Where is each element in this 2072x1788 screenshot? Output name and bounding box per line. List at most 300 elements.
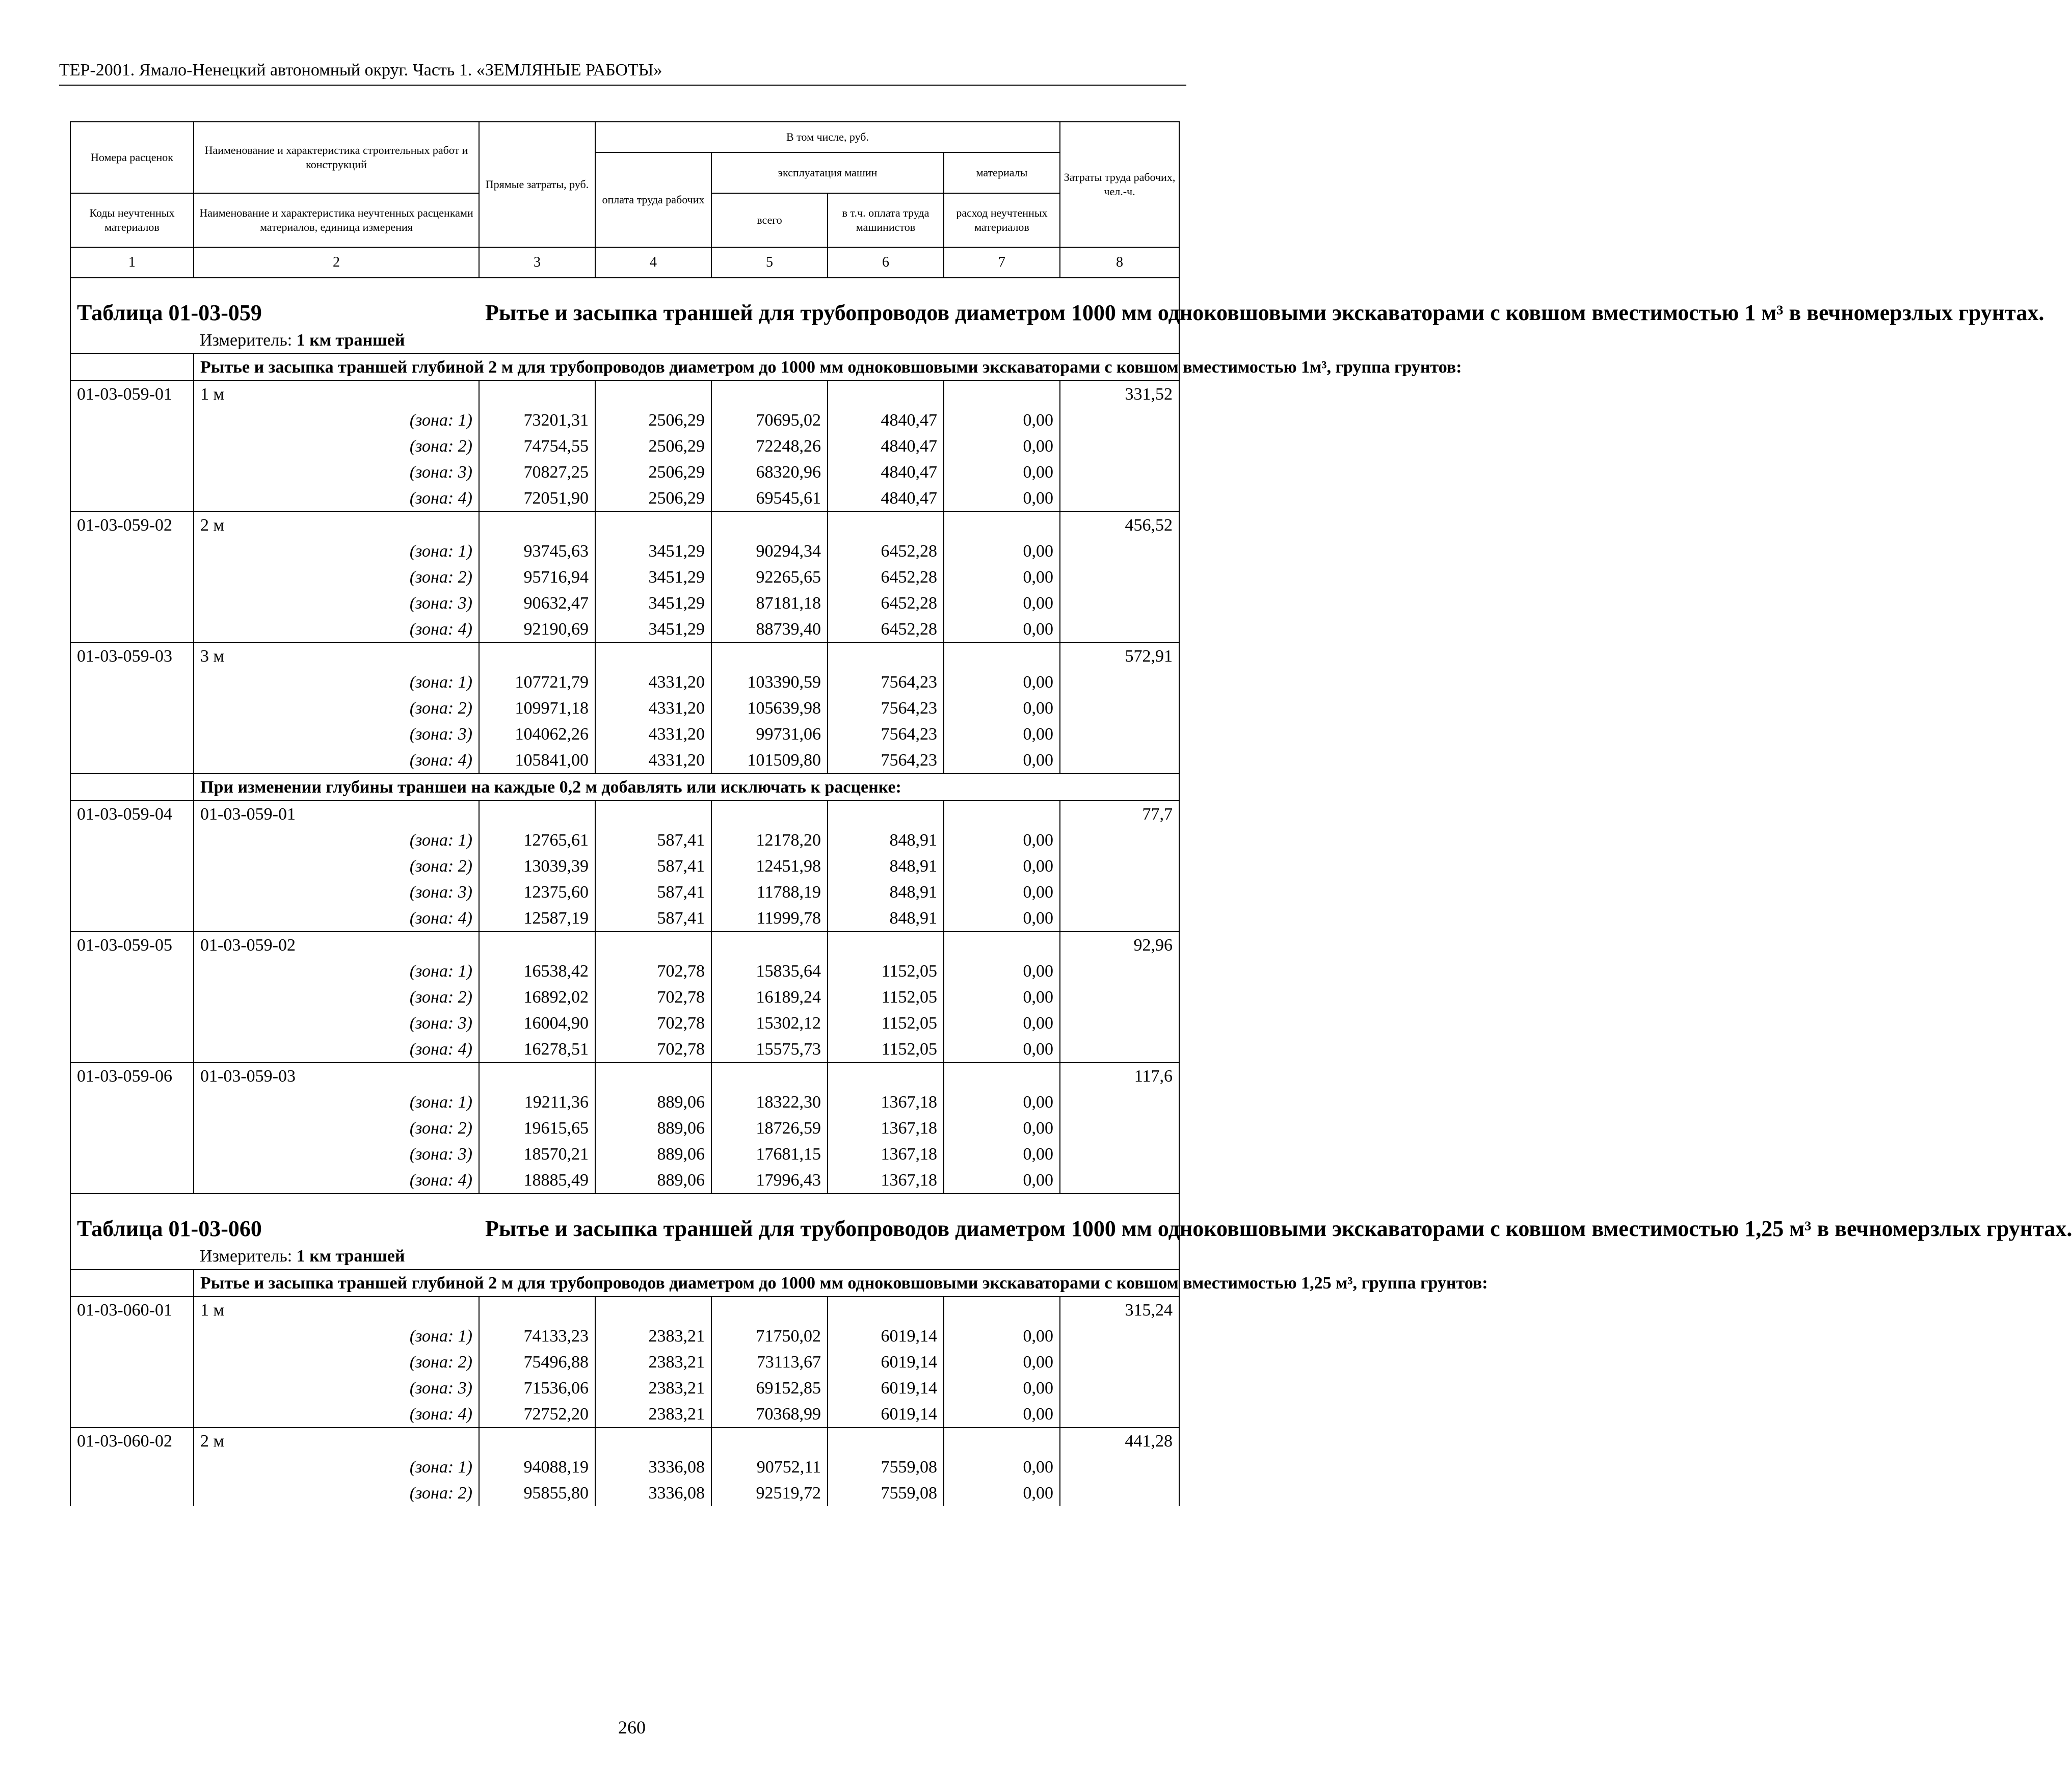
- empty-cell: [711, 512, 828, 538]
- materials-value: 0,00: [944, 590, 1060, 616]
- machine-operation: 12451,98: [711, 853, 828, 879]
- empty-cell: [70, 459, 194, 485]
- worker-pay: 2383,21: [595, 1375, 711, 1401]
- direct-costs: 13039,39: [479, 853, 595, 879]
- direct-costs: 95716,94: [479, 564, 595, 590]
- materials-value: 0,00: [944, 433, 1060, 459]
- empty-cell: [944, 1063, 1060, 1089]
- worker-pay: 3451,29: [595, 590, 711, 616]
- empty-cell: [1060, 695, 1179, 721]
- materials-value: 0,00: [944, 1401, 1060, 1428]
- section-spacer: [70, 354, 194, 381]
- meter-row: [70, 1243, 1179, 1270]
- section-heading: При изменении глубины траншеи на каждые 0,2 м добавлять или исключать к расценке:: [194, 774, 1179, 801]
- empty-cell: [595, 1063, 711, 1089]
- rate-name: 01-03-059-02: [194, 932, 479, 958]
- zone-row: [70, 958, 1179, 984]
- rate-name: 1 м: [194, 381, 479, 407]
- header-rate-number: Номера расценок: [70, 122, 194, 193]
- empty-cell: [70, 1401, 194, 1428]
- empty-cell: [479, 932, 595, 958]
- empty-cell: [70, 590, 194, 616]
- materials-value: 0,00: [944, 958, 1060, 984]
- empty-cell: [479, 1297, 595, 1323]
- section-heading-row: [70, 354, 1179, 381]
- table-body: [70, 278, 2072, 1506]
- meter-label: Измеритель:: [200, 331, 297, 350]
- column-number: 1: [70, 247, 194, 278]
- machine-operation: 92519,72: [711, 1480, 828, 1506]
- machine-operation: 90294,34: [711, 538, 828, 564]
- zone-label: (зона: 1): [194, 1454, 479, 1480]
- meter-value: 1 км траншей: [296, 1247, 405, 1266]
- direct-costs: 90632,47: [479, 590, 595, 616]
- table-title-cell: [479, 278, 2044, 327]
- empty-cell: [595, 1428, 711, 1454]
- empty-cell: [70, 1010, 194, 1036]
- empty-cell: [70, 616, 194, 643]
- worker-pay: 2383,21: [595, 1349, 711, 1375]
- empty-cell: [828, 512, 944, 538]
- machine-operation: 11999,78: [711, 905, 828, 932]
- column-number: 3: [479, 247, 595, 278]
- machinist-pay: 6452,28: [828, 616, 944, 643]
- zone-row: [70, 459, 1179, 485]
- zone-label: (зона: 2): [194, 1480, 479, 1506]
- machine-operation: 15835,64: [711, 958, 828, 984]
- column-number: 5: [711, 247, 828, 278]
- zone-label: (зона: 4): [194, 905, 479, 932]
- zone-row: [70, 1401, 1179, 1428]
- zone-label: (зона: 1): [194, 1323, 479, 1349]
- empty-cell: [1060, 590, 1179, 616]
- empty-cell: [70, 538, 194, 564]
- zone-row: [70, 1089, 1179, 1115]
- section-heading-row: [70, 1270, 1179, 1297]
- materials-value: 0,00: [944, 407, 1060, 433]
- worker-pay: 889,06: [595, 1089, 711, 1115]
- materials-value: 0,00: [944, 485, 1060, 512]
- empty-cell: [1060, 905, 1179, 932]
- labor-costs: 456,52: [1060, 512, 1179, 538]
- zone-row: [70, 616, 1179, 643]
- machinist-pay: 1367,18: [828, 1141, 944, 1167]
- materials-value: 0,00: [944, 616, 1060, 643]
- header-machinist-pay: в т.ч. оплата труда машинистов: [828, 193, 944, 247]
- header-total: всего: [711, 193, 828, 247]
- materials-value: 0,00: [944, 695, 1060, 721]
- direct-costs: 19211,36: [479, 1089, 595, 1115]
- machine-operation: 15302,12: [711, 1010, 828, 1036]
- machinist-pay: 6452,28: [828, 564, 944, 590]
- empty-cell: [70, 1375, 194, 1401]
- empty-cell: [1060, 1010, 1179, 1036]
- labor-costs: 441,28: [1060, 1428, 1179, 1454]
- machinist-pay: 1152,05: [828, 958, 944, 984]
- materials-value: 0,00: [944, 538, 1060, 564]
- zone-label: (зона: 1): [194, 669, 479, 695]
- empty-cell: [1060, 1115, 1179, 1141]
- direct-costs: 71536,06: [479, 1375, 595, 1401]
- header-unaccounted-materials: расход неучтенных материалов: [944, 193, 1060, 247]
- empty-cell: [1060, 564, 1179, 590]
- rate-code: 01-03-060-01: [70, 1297, 194, 1323]
- empty-cell: [70, 879, 194, 905]
- zone-row: [70, 695, 1179, 721]
- empty-cell: [944, 1428, 1060, 1454]
- column-number: 7: [944, 247, 1060, 278]
- empty-cell: [70, 1036, 194, 1063]
- machine-operation: 72248,26: [711, 433, 828, 459]
- direct-costs: 72051,90: [479, 485, 595, 512]
- empty-cell: [711, 801, 828, 827]
- direct-costs: 75496,88: [479, 1349, 595, 1375]
- machine-operation: 12178,20: [711, 827, 828, 853]
- direct-costs: 92190,69: [479, 616, 595, 643]
- worker-pay: 2383,21: [595, 1323, 711, 1349]
- section-spacer: [70, 774, 194, 801]
- zone-label: (зона: 3): [194, 1010, 479, 1036]
- materials-value: 0,00: [944, 1036, 1060, 1063]
- page-header: ТЕР-2001. Ямало-Ненецкий автономный округ. Часть 1. «ЗЕМЛЯНЫЕ РАБОТЫ»: [59, 58, 1186, 86]
- zone-row: [70, 827, 1179, 853]
- worker-pay: 3451,29: [595, 616, 711, 643]
- direct-costs: 73201,31: [479, 407, 595, 433]
- empty-cell: [1060, 433, 1179, 459]
- table-title-cell: [479, 1194, 2072, 1243]
- machinist-pay: 6019,14: [828, 1323, 944, 1349]
- zone-label: (зона: 3): [194, 590, 479, 616]
- empty-cell: [1060, 853, 1179, 879]
- empty-cell: [1060, 1454, 1179, 1480]
- worker-pay: 889,06: [595, 1167, 711, 1194]
- direct-costs: 74754,55: [479, 433, 595, 459]
- rate-code: 01-03-060-02: [70, 1428, 194, 1454]
- empty-cell: [70, 564, 194, 590]
- rate-code: 01-03-059-06: [70, 1063, 194, 1089]
- empty-cell: [1060, 1089, 1179, 1115]
- empty-cell: [595, 643, 711, 669]
- empty-cell: [479, 1428, 595, 1454]
- materials-value: 0,00: [944, 669, 1060, 695]
- machinist-pay: 6019,14: [828, 1401, 944, 1428]
- machinist-pay: 1367,18: [828, 1115, 944, 1141]
- empty-cell: [1060, 879, 1179, 905]
- labor-costs: 331,52: [1060, 381, 1179, 407]
- labor-costs: 315,24: [1060, 1297, 1179, 1323]
- empty-cell: [70, 1480, 194, 1506]
- machine-operation: 69545,61: [711, 485, 828, 512]
- zone-label: (зона: 2): [194, 564, 479, 590]
- empty-cell: [70, 485, 194, 512]
- zone-row: [70, 721, 1179, 747]
- zone-label: (зона: 2): [194, 853, 479, 879]
- machine-operation: 70368,99: [711, 1401, 828, 1428]
- direct-costs: 12587,19: [479, 905, 595, 932]
- worker-pay: 4331,20: [595, 695, 711, 721]
- rate-name: 01-03-059-03: [194, 1063, 479, 1089]
- empty-cell: [944, 1297, 1060, 1323]
- empty-cell: [711, 1063, 828, 1089]
- zone-label: (зона: 1): [194, 538, 479, 564]
- rate-row: [70, 801, 1179, 827]
- zone-row: [70, 590, 1179, 616]
- column-number: 2: [194, 247, 479, 278]
- empty-cell: [828, 1297, 944, 1323]
- zone-row: [70, 879, 1179, 905]
- header-direct-costs: Прямые затраты, руб.: [479, 122, 595, 247]
- machinist-pay: 7564,23: [828, 721, 944, 747]
- empty-cell: [944, 801, 1060, 827]
- zone-row: [70, 1167, 1179, 1194]
- zone-label: (зона: 2): [194, 695, 479, 721]
- worker-pay: 702,78: [595, 1010, 711, 1036]
- worker-pay: 587,41: [595, 905, 711, 932]
- rate-code: 01-03-059-05: [70, 932, 194, 958]
- rate-code: 01-03-059-01: [70, 381, 194, 407]
- worker-pay: 3336,08: [595, 1480, 711, 1506]
- page-number: 260: [618, 1717, 646, 1738]
- empty-cell: [1060, 1401, 1179, 1428]
- empty-cell: [1060, 485, 1179, 512]
- empty-cell: [70, 1349, 194, 1375]
- machinist-pay: 4840,47: [828, 459, 944, 485]
- empty-cell: [70, 695, 194, 721]
- zone-row: [70, 1010, 1179, 1036]
- zone-row: [70, 905, 1179, 932]
- zone-label: (зона: 4): [194, 1401, 479, 1428]
- machine-operation: 71750,02: [711, 1323, 828, 1349]
- empty-cell: [711, 932, 828, 958]
- direct-costs: 16892,02: [479, 984, 595, 1010]
- labor-costs: 77,7: [1060, 801, 1179, 827]
- rate-code: 01-03-059-03: [70, 643, 194, 669]
- empty-cell: [70, 958, 194, 984]
- direct-costs: 12375,60: [479, 879, 595, 905]
- machinist-pay: 1367,18: [828, 1089, 944, 1115]
- worker-pay: 889,06: [595, 1115, 711, 1141]
- table-number-cell: [70, 1194, 479, 1243]
- direct-costs: 72752,20: [479, 1401, 595, 1428]
- meter-spacer: [70, 1243, 194, 1270]
- machine-operation: 101509,80: [711, 747, 828, 774]
- rates-table: [70, 121, 2072, 1506]
- empty-cell: [944, 381, 1060, 407]
- machinist-pay: 1152,05: [828, 984, 944, 1010]
- zone-label: (зона: 2): [194, 1115, 479, 1141]
- worker-pay: 4331,20: [595, 669, 711, 695]
- empty-cell: [479, 381, 595, 407]
- machine-operation: 87181,18: [711, 590, 828, 616]
- rate-name: 01-03-059-01: [194, 801, 479, 827]
- rate-row: [70, 1428, 1179, 1454]
- empty-cell: [70, 1323, 194, 1349]
- machine-operation: 18322,30: [711, 1089, 828, 1115]
- table-number: Таблица 01-03-059: [77, 300, 262, 325]
- empty-cell: [70, 407, 194, 433]
- table-number-cell: [70, 278, 479, 327]
- machine-operation: 92265,65: [711, 564, 828, 590]
- empty-cell: [70, 1115, 194, 1141]
- empty-cell: [1060, 984, 1179, 1010]
- machine-operation: 17681,15: [711, 1141, 828, 1167]
- column-number: 8: [1060, 247, 1179, 278]
- machinist-pay: 7564,23: [828, 695, 944, 721]
- empty-cell: [595, 801, 711, 827]
- zone-row: [70, 1141, 1179, 1167]
- empty-cell: [828, 801, 944, 827]
- zone-row: [70, 1323, 1179, 1349]
- materials-value: 0,00: [944, 1089, 1060, 1115]
- worker-pay: 702,78: [595, 984, 711, 1010]
- direct-costs: 107721,79: [479, 669, 595, 695]
- zone-label: (зона: 4): [194, 616, 479, 643]
- empty-cell: [1060, 1323, 1179, 1349]
- direct-costs: 16278,51: [479, 1036, 595, 1063]
- direct-costs: 18885,49: [479, 1167, 595, 1194]
- materials-value: 0,00: [944, 1480, 1060, 1506]
- machine-operation: 68320,96: [711, 459, 828, 485]
- worker-pay: 3451,29: [595, 538, 711, 564]
- empty-cell: [1060, 1349, 1179, 1375]
- machine-operation: 17996,43: [711, 1167, 828, 1194]
- materials-value: 0,00: [944, 1349, 1060, 1375]
- machine-operation: 15575,73: [711, 1036, 828, 1063]
- meter-cell: [194, 327, 1179, 354]
- empty-cell: [70, 747, 194, 774]
- zone-label: (зона: 1): [194, 407, 479, 433]
- direct-costs: 104062,26: [479, 721, 595, 747]
- materials-value: 0,00: [944, 1141, 1060, 1167]
- worker-pay: 702,78: [595, 958, 711, 984]
- zone-row: [70, 669, 1179, 695]
- meter-label: Измеритель:: [200, 1247, 297, 1266]
- table-title: Рытье и засыпка траншей для трубопроводов диаметром 1000 мм одноковшовыми экскаваторами с ковшом вместимостью 1 м³ в вечномерзлых грунтах.: [485, 300, 2044, 325]
- worker-pay: 889,06: [595, 1141, 711, 1167]
- empty-cell: [1060, 669, 1179, 695]
- machinist-pay: 1367,18: [828, 1167, 944, 1194]
- empty-cell: [828, 1428, 944, 1454]
- table-title-row: [70, 1194, 1179, 1243]
- header-labor-costs: Затраты труда рабочих, чел.-ч.: [1060, 122, 1179, 247]
- rate-row: [70, 1297, 1179, 1323]
- materials-value: 0,00: [944, 1115, 1060, 1141]
- worker-pay: 2506,29: [595, 407, 711, 433]
- empty-cell: [479, 1063, 595, 1089]
- materials-value: 0,00: [944, 1375, 1060, 1401]
- empty-cell: [479, 643, 595, 669]
- empty-cell: [828, 932, 944, 958]
- machine-operation: 70695,02: [711, 407, 828, 433]
- empty-cell: [479, 512, 595, 538]
- labor-costs: 117,6: [1060, 1063, 1179, 1089]
- machine-operation: 99731,06: [711, 721, 828, 747]
- materials-value: 0,00: [944, 853, 1060, 879]
- worker-pay: 2506,29: [595, 485, 711, 512]
- materials-value: 0,00: [944, 905, 1060, 932]
- machinist-pay: 7564,23: [828, 669, 944, 695]
- direct-costs: 105841,00: [479, 747, 595, 774]
- machinist-pay: 848,91: [828, 879, 944, 905]
- machine-operation: 73113,67: [711, 1349, 828, 1375]
- empty-cell: [70, 1454, 194, 1480]
- rate-code: 01-03-059-04: [70, 801, 194, 827]
- section-heading: Рытье и засыпка траншей глубиной 2 м для трубопроводов диаметром до 1000 мм одноковшовыми экскаваторами с ковшом вместимостью 1м³, группа грунтов:: [194, 354, 1179, 381]
- worker-pay: 3336,08: [595, 1454, 711, 1480]
- materials-value: 0,00: [944, 721, 1060, 747]
- machinist-pay: 7559,08: [828, 1480, 944, 1506]
- empty-cell: [828, 381, 944, 407]
- zone-label: (зона: 2): [194, 984, 479, 1010]
- zone-row: [70, 1454, 1179, 1480]
- zone-label: (зона: 1): [194, 827, 479, 853]
- empty-cell: [595, 1297, 711, 1323]
- empty-cell: [711, 1297, 828, 1323]
- header-machine-operation: эксплуатация машин: [711, 152, 944, 193]
- empty-cell: [70, 1167, 194, 1194]
- zone-row: [70, 407, 1179, 433]
- labor-costs: 572,91: [1060, 643, 1179, 669]
- empty-cell: [70, 905, 194, 932]
- meter-value: 1 км траншей: [296, 331, 405, 350]
- rate-name: 2 м: [194, 512, 479, 538]
- materials-value: 0,00: [944, 827, 1060, 853]
- zone-label: (зона: 3): [194, 1375, 479, 1401]
- machine-operation: 105639,98: [711, 695, 828, 721]
- machine-operation: 88739,40: [711, 616, 828, 643]
- header-work-name: Наименование и характеристика строительных работ и конструкций: [194, 122, 479, 193]
- empty-cell: [944, 643, 1060, 669]
- rate-row: [70, 643, 1179, 669]
- rate-row: [70, 381, 1179, 407]
- machinist-pay: 4840,47: [828, 485, 944, 512]
- empty-cell: [1060, 459, 1179, 485]
- zone-row: [70, 485, 1179, 512]
- empty-cell: [944, 932, 1060, 958]
- header-in-total: В том числе, руб.: [595, 122, 1060, 152]
- zone-row: [70, 538, 1179, 564]
- zone-row: [70, 433, 1179, 459]
- empty-cell: [70, 669, 194, 695]
- direct-costs: 109971,18: [479, 695, 595, 721]
- worker-pay: 587,41: [595, 853, 711, 879]
- zone-label: (зона: 4): [194, 1167, 479, 1194]
- empty-cell: [70, 1089, 194, 1115]
- direct-costs: 16004,90: [479, 1010, 595, 1036]
- machinist-pay: 848,91: [828, 827, 944, 853]
- machinist-pay: 4840,47: [828, 407, 944, 433]
- section-heading-row: [70, 774, 1179, 801]
- machinist-pay: 7559,08: [828, 1454, 944, 1480]
- rate-name: 3 м: [194, 643, 479, 669]
- empty-cell: [595, 381, 711, 407]
- empty-cell: [70, 721, 194, 747]
- zone-label: (зона: 3): [194, 879, 479, 905]
- direct-costs: 93745,63: [479, 538, 595, 564]
- column-number: 4: [595, 247, 711, 278]
- table-title-row: [70, 278, 1179, 327]
- zone-label: (зона: 2): [194, 1349, 479, 1375]
- materials-value: 0,00: [944, 1323, 1060, 1349]
- empty-cell: [1060, 721, 1179, 747]
- zone-row: [70, 984, 1179, 1010]
- materials-value: 0,00: [944, 1010, 1060, 1036]
- empty-cell: [1060, 538, 1179, 564]
- materials-value: 0,00: [944, 879, 1060, 905]
- rate-name: 1 м: [194, 1297, 479, 1323]
- meter-cell: [194, 1243, 1179, 1270]
- empty-cell: [1060, 407, 1179, 433]
